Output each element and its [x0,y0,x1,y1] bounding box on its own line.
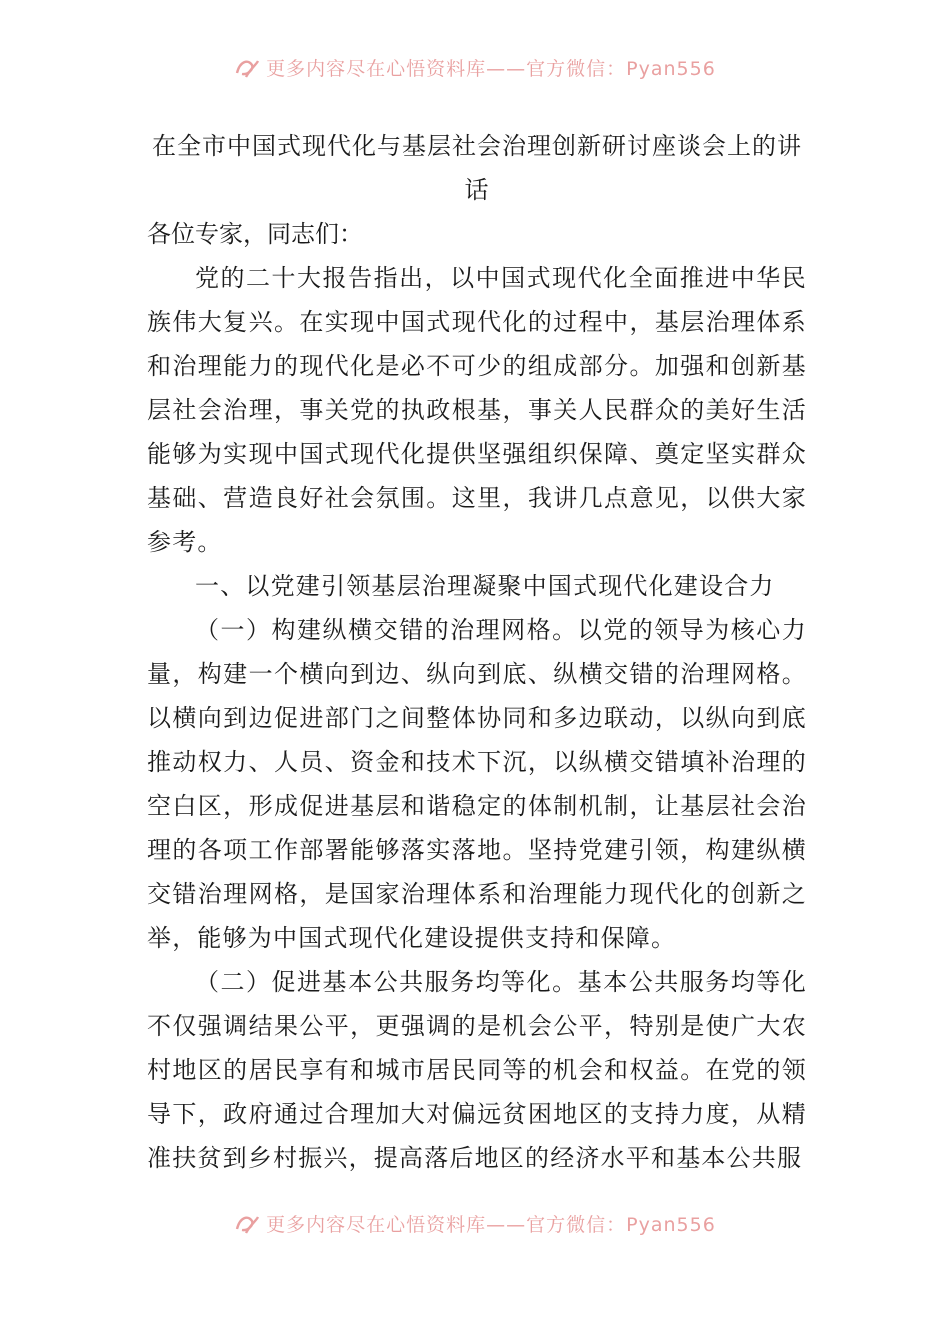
document-title: 在全市中国式现代化与基层社会治理创新研讨座谈会上的讲话 [152,132,802,204]
logo-icon [234,1213,260,1235]
watermark-footer [0,1210,950,1237]
watermark-text: 更多内容尽在心悟资料库——官方微信：Pyan556 [266,58,716,80]
paragraph: （一）构建纵横交错的治理网格。以党的领导为核心力量，构建一个横向到边、纵向到底、纵横交错的治理网格。以横向到边促进部门之间整体协同和多边联动，以纵向到底推动权力、人员、资金和技术下沉，以纵横交错填补治理的空白区，形成促进基层和谐稳定的体制机制，让基层社会治理的各项工作部署能够落实落地。坚持党建引领，构建纵横交错治理网格，是国家治理体系和治理能力现代化的创新之举，能够为中国式现代化建设提供支持和保障。 [147,616,807,952]
watermark-header [0,54,950,81]
paragraph: （二）促进基本公共服务均等化。基本公共服务均等化不仅强调结果公平，更强调的是机会公平，特别是使广大农村地区的居民享有和城市居民同等的机会和权益。在党的领导下，政府通过合理加大对偏远贫困地区的支持力度，从精准扶贫到乡村振兴，提高落后地区的经济水平和基本公共服 [147,968,807,1172]
logo-icon [234,57,260,79]
document-body [147,124,807,1180]
section-heading: 一、以党建引领基层治理凝聚中国式现代化建设合力 [195,572,775,600]
salutation: 各位专家，同志们： [147,220,363,248]
paragraph: 党的二十大报告指出，以中国式现代化全面推进中华民族伟大复兴。在实现中国式现代化的过程中，基层治理体系和治理能力的现代化是必不可少的组成部分。加强和创新基层社会治理，事关党的执政根基，事关人民群众的美好生活能够为实现中国式现代化提供坚强组织保障、奠定坚实群众基础、营造良好社会氛围。这里，我讲几点意见，以供大家参考。 [147,264,807,556]
watermark-text: 更多内容尽在心悟资料库——官方微信：Pyan556 [266,1214,716,1236]
